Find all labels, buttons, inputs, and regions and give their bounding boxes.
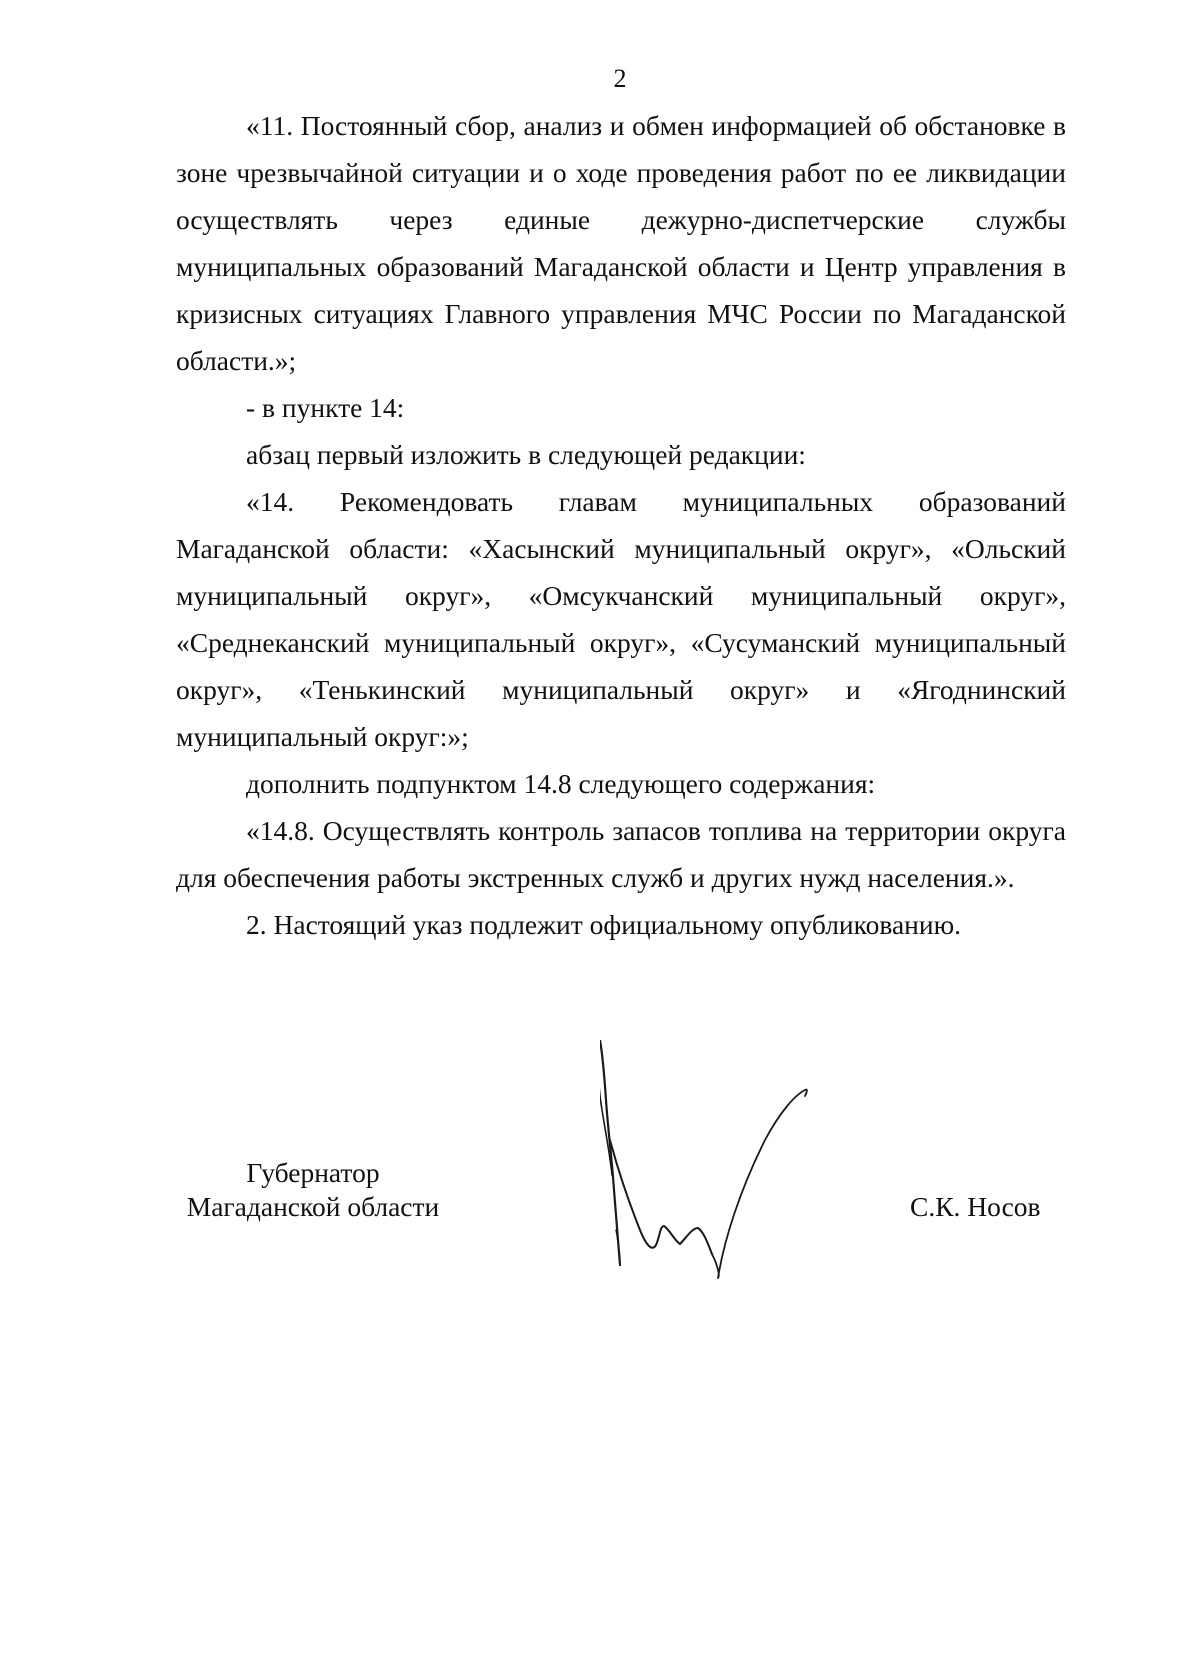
paragraph-item-14-8: «14.8. Осуществлять контроль запасов топлива на территории округа для обеспечения работы экстренных служб и других нужд населения.». — [176, 815, 1066, 893]
paragraph-add-subitem: дополнить подпунктом 14.8 следующего содержания: — [246, 768, 876, 799]
paragraph-publication: 2. Настоящий указ подлежит официальному опубликованию. — [246, 909, 962, 940]
governor-title-line1: Губернатор — [246, 1157, 380, 1188]
paragraph-item-11: «11. Постоянный сбор, анализ и обмен информацией об обстановке в зоне чрезвычайной ситуации и о ходе проведения работ по ее ликвидации осуществлять через единые дежурно-диспетчерские службы муниципальных образований Магаданской области и Центр управления в кризисных ситуациях Главного управления МЧС России по Магаданской области.»; — [176, 110, 1066, 376]
paragraph-point-14-intro: - в пункте 14: — [246, 392, 405, 423]
governor-title — [178, 1156, 448, 1224]
paragraph-first-abzac: абзац первый изложить в следующей редакции: — [246, 439, 806, 470]
governor-name: С.К. Носов — [910, 1191, 1041, 1222]
paragraph-item-14: «14. Рекомендовать главам муниципальных образований Магаданской области: «Хасынский муниципальный округ», «Ольский муниципальный округ», «Омсукчанский муниципальный округ», «Среднеканский муниципальный округ», «Сусуманский муниципальный округ», «Тенькинский муниципальный округ» и «Ягоднинский муниципальный округ:»; — [176, 486, 1066, 752]
page-number: 2 — [613, 64, 627, 93]
handwritten-signature — [600, 1040, 860, 1280]
governor-title-line2: Магаданской области — [186, 1191, 440, 1222]
